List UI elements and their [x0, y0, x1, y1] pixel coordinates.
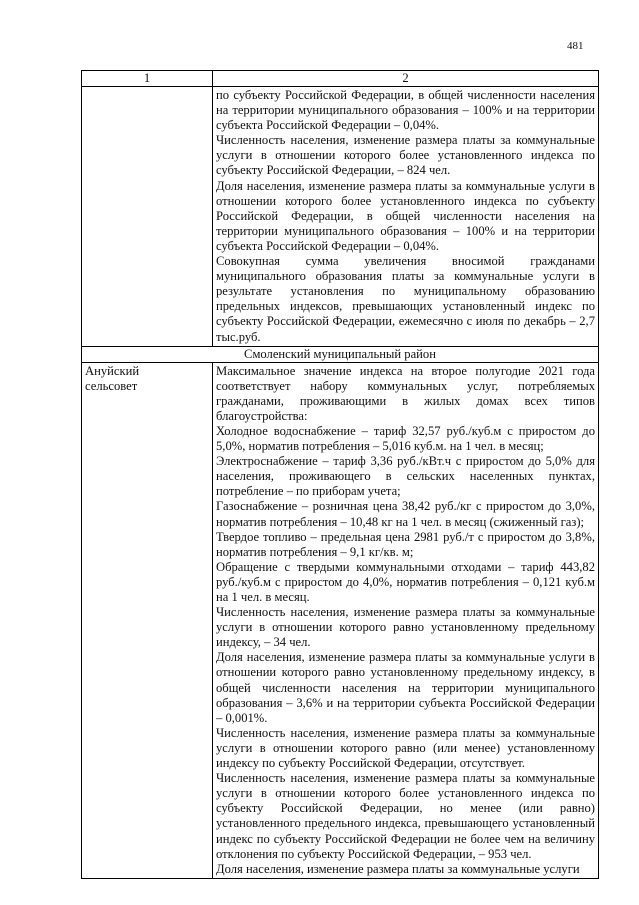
row-text-cell — [213, 362, 599, 878]
paragraph: Доля населения, изменение размера платы за коммунальные услуги в отношении которого равно установленному предельному индексу, в общей численности населения на территории муниципального образования – 3,6% и на территории субъекта Российской Федерации – 0,001%. — [216, 650, 595, 725]
paragraph: Численность населения, изменение размера платы за коммунальные услуги в отношении которого равно установленному предельному индексу, – 34 чел. — [216, 605, 595, 650]
table-row — [82, 362, 599, 878]
paragraph: Численность населения, изменение размера платы за коммунальные услуги в отношении которого более установленного индекса по субъекту Российской Федерации, – 824 чел. — [216, 133, 595, 178]
header-col-1: 1 — [82, 71, 213, 87]
paragraph: Электроснабжение – тариф 3,36 руб./кВт.ч с приростом до 5,0% для населения, проживающего в сельских населенных пунктах, потребление – по приборам учета; — [216, 454, 595, 499]
paragraph: Совокупная сумма увеличения вносимой гражданами муниципального образования платы за коммунальные услуги в результате установления по муниципальному образованию предельных индексов, превышающих установленный индекс по субъекту Российской Федерации, ежемесячно с июля по декабрь – 2,7 тыс.руб. — [216, 254, 595, 344]
row-name-cell-empty — [82, 87, 213, 347]
row-text-cell — [213, 87, 599, 347]
paragraph: по субъекту Российской Федерации, в общей численности населения на территории муниципального образования – 100% и на территории субъекта Российской Федерации – 0,04%. — [216, 88, 595, 133]
row-name-cell — [82, 362, 213, 878]
header-col-2: 2 — [213, 71, 599, 87]
section-title: Смоленский муниципальный район — [82, 346, 599, 362]
paragraph: Твердое топливо – предельная цена 2981 руб./т с приростом до 3,8%, норматив потребления – 9,1 кг/кв. м; — [216, 529, 595, 559]
row-name: Ануйский сельсовет — [85, 363, 140, 393]
paragraph: Газоснабжение – розничная цена 38,42 руб./кг с приростом до 3,0%, норматив потребления – 10,48 кг на 1 чел. в месяц (сжиженный газ); — [216, 499, 595, 529]
section-row — [82, 346, 599, 362]
paragraph: Численность населения, изменение размера платы за коммунальные услуги в отношении которого более установленного индекса по субъекту Российской Федерации, но менее (или равно) установленного предельного индекса, превышающего установленный индекс по субъекту Российской Федерации не более чем на величину отклонения по субъекту Российской Федерации, – 953 чел. — [216, 771, 595, 861]
paragraph: Максимальное значение индекса на второе полугодие 2021 года соответствует набору коммунальных услуг, потребляемых гражданами, проживающими в жилых домах всех типов благоустройства: — [216, 363, 595, 423]
paragraph: Обращение с твердыми коммунальными отходами – тариф 443,82 руб./куб.м с приростом до 4,0%, норматив потребления – 0,121 куб.м на 1 чел. в месяц. — [216, 559, 595, 604]
table-header-row — [82, 71, 599, 87]
paragraph: Доля населения, изменение размера платы за коммунальные услуги — [216, 861, 580, 876]
page-number: 481 — [567, 40, 584, 52]
paragraph: Численность населения, изменение размера платы за коммунальные услуги в отношении которого равно (или менее) установленному индексу по субъекту Российской Федерации, отсутствует. — [216, 725, 595, 771]
paragraph: Холодное водоснабжение – тариф 32,57 руб./куб.м с приростом до 5,0%, норматив потребления – 5,016 куб.м. на 1 чел. в месяц; — [216, 423, 595, 454]
table-row-continued — [82, 87, 599, 347]
document-table — [81, 70, 599, 879]
paragraph: Доля населения, изменение размера платы за коммунальные услуги в отношении которого более установленного индекса по субъекту Российской Федерации, в общей численности населения на территории муниципального образования – 100% и на территории субъекта Российской Федерации – 0,04%. — [216, 178, 595, 253]
